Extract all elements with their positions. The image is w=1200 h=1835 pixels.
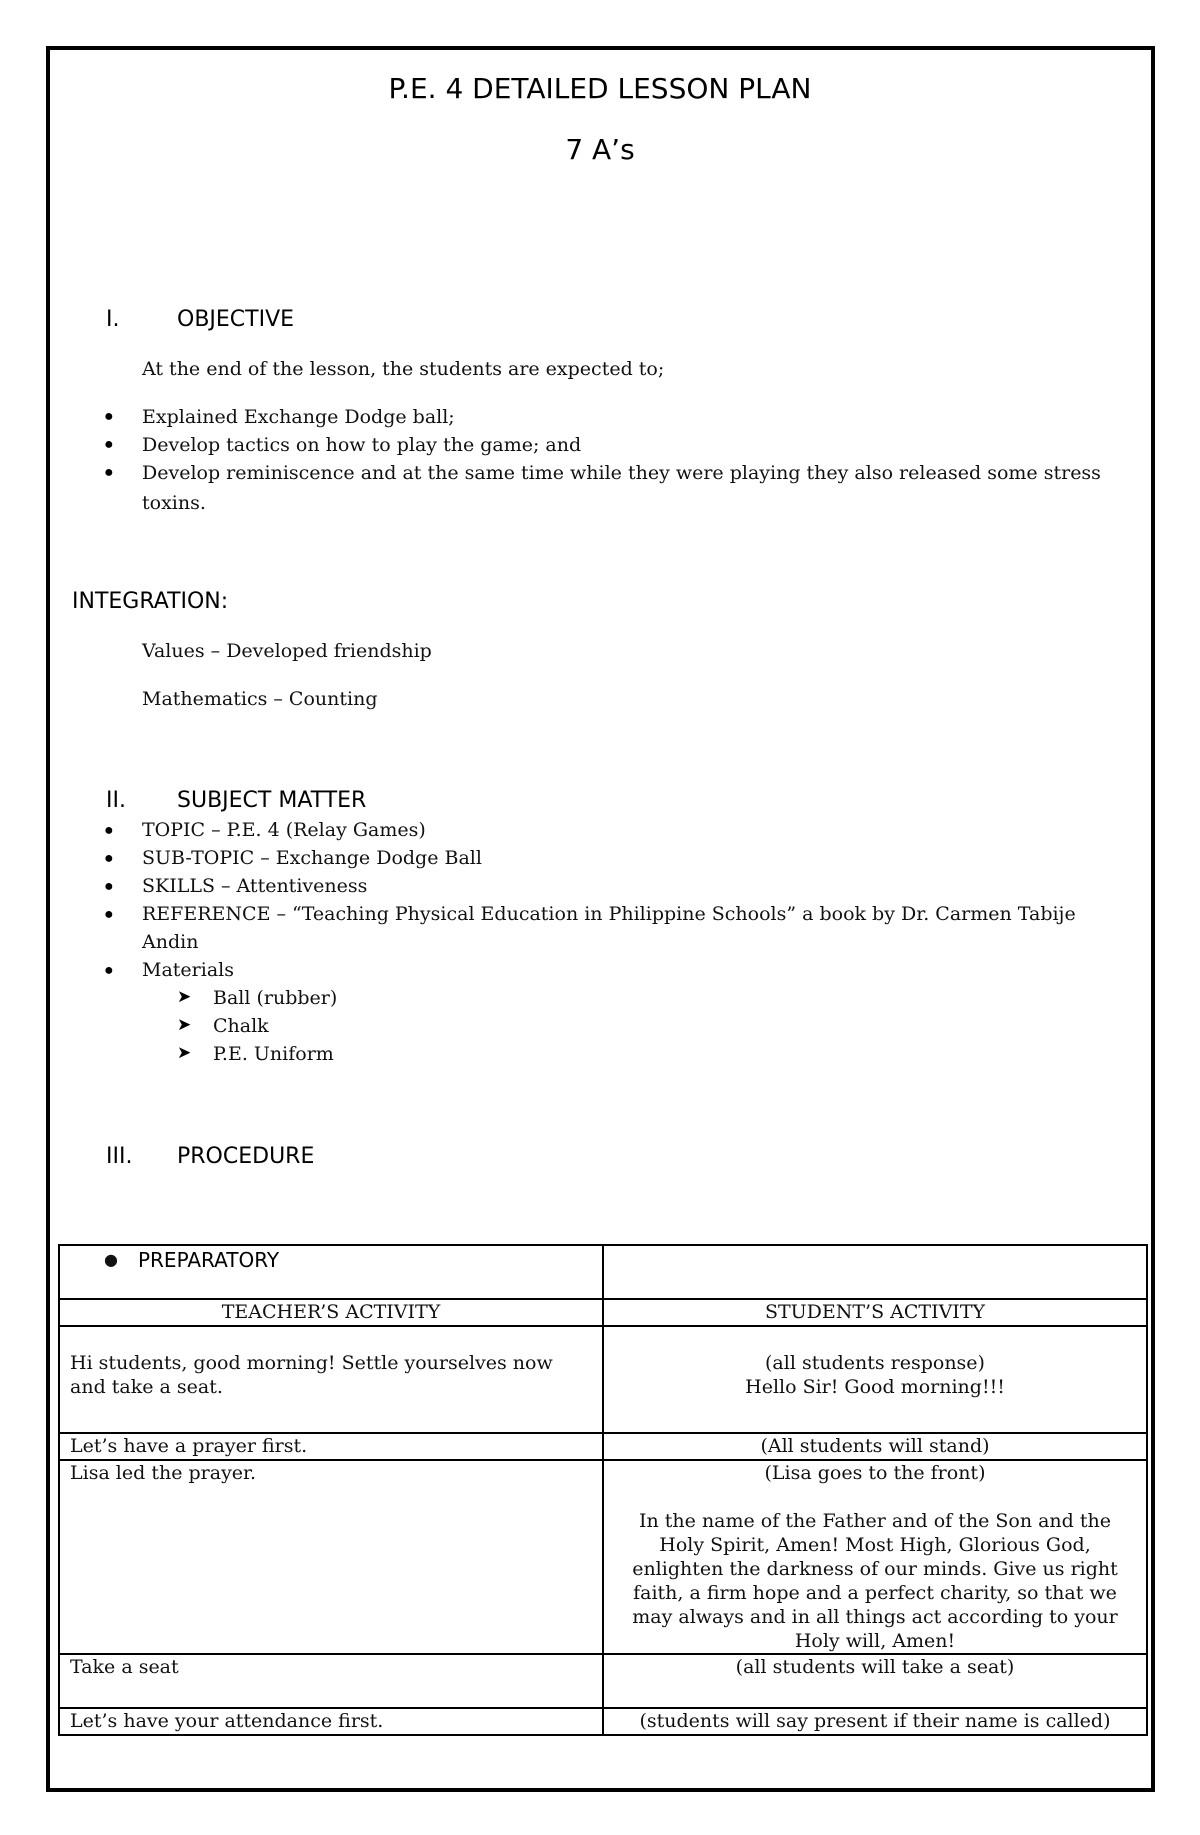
teacher-cell: Hi students, good morning! Settle yourselves now and take a seat. xyxy=(59,1326,603,1433)
bullet-icon: ● xyxy=(104,878,114,895)
preparatory-label: PREPARATORY xyxy=(137,1248,280,1272)
bullet-icon: ● xyxy=(104,822,114,839)
teacher-cell: Lisa led the prayer. xyxy=(59,1460,603,1654)
procedure-numeral: III. xyxy=(106,1144,133,1169)
subject-matter-heading: SUBJECT MATTER xyxy=(177,788,367,813)
arrow-bullet-icon: ➤ xyxy=(177,1015,192,1034)
column-header-teacher: TEACHER’S ACTIVITY xyxy=(59,1299,603,1326)
subject-matter-item: REFERENCE – “Teaching Physical Education in Philippine Schools” a book by Dr. Carmen Tabije xyxy=(142,903,1076,925)
integration-heading: INTEGRATION: xyxy=(72,589,229,614)
student-cell xyxy=(603,1326,1147,1433)
subject-matter-item: SUB-TOPIC – Exchange Dodge Ball xyxy=(142,847,482,869)
objective-intro: At the end of the lesson, the students are expected to; xyxy=(142,358,665,380)
objective-item: Develop tactics on how to play the game; and xyxy=(142,434,582,456)
teacher-cell: Let’s have your attendance first. xyxy=(59,1708,603,1735)
preparatory-cell xyxy=(59,1245,603,1299)
student-line: (Lisa goes to the front) xyxy=(764,1462,986,1484)
integration-line: Values – Developed friendship xyxy=(142,640,432,662)
table-row xyxy=(59,1326,1147,1433)
procedure-heading: PROCEDURE xyxy=(177,1144,315,1169)
student-cell: (all students will take a seat) xyxy=(603,1654,1147,1708)
table-row xyxy=(59,1708,1147,1735)
bullet-icon: ● xyxy=(104,1250,118,1269)
bullet-icon: ● xyxy=(104,464,114,481)
page-subtitle: 7 A’s xyxy=(565,133,635,166)
bullet-icon: ● xyxy=(104,962,114,979)
material-item: Ball (rubber) xyxy=(213,987,338,1009)
page-title: P.E. 4 DETAILED LESSON PLAN xyxy=(388,72,812,105)
bullet-icon: ● xyxy=(104,436,114,453)
objective-heading: OBJECTIVE xyxy=(177,307,295,332)
material-item: Chalk xyxy=(213,1015,269,1037)
bullet-icon: ● xyxy=(104,906,114,923)
bullet-icon: ● xyxy=(104,408,114,425)
student-line: (all students response) xyxy=(765,1352,985,1374)
teacher-cell: Let’s have a prayer first. xyxy=(59,1433,603,1460)
student-line: Hello Sir! Good morning!!! xyxy=(745,1376,1005,1398)
teacher-cell: Take a seat xyxy=(59,1654,603,1708)
student-cell: (All students will stand) xyxy=(603,1433,1147,1460)
table-row xyxy=(59,1460,1147,1654)
subject-matter-item: Materials xyxy=(142,959,234,981)
subject-matter-item: SKILLS – Attentiveness xyxy=(142,875,368,897)
integration-line: Mathematics – Counting xyxy=(142,688,378,710)
procedure-table xyxy=(58,1244,1148,1736)
material-item: P.E. Uniform xyxy=(213,1043,334,1065)
objective-item-continued: toxins. xyxy=(142,492,206,514)
subject-matter-item-continued: Andin xyxy=(142,931,199,953)
objective-item: Explained Exchange Dodge ball; xyxy=(142,406,455,428)
subject-matter-numeral: II. xyxy=(106,788,126,813)
arrow-bullet-icon: ➤ xyxy=(177,987,192,1006)
student-cell: (students will say present if their name is called) xyxy=(603,1708,1147,1735)
table-header-row xyxy=(59,1299,1147,1326)
objective-numeral: I. xyxy=(106,307,120,332)
subject-matter-item: TOPIC – P.E. 4 (Relay Games) xyxy=(142,819,426,841)
table-row xyxy=(59,1433,1147,1460)
table-row xyxy=(59,1245,1147,1299)
objective-item: Develop reminiscence and at the same time while they were playing they also released some stress xyxy=(142,462,1101,484)
bullet-icon: ● xyxy=(104,850,114,867)
column-header-student: STUDENT’S ACTIVITY xyxy=(603,1299,1147,1326)
empty-cell xyxy=(603,1245,1147,1299)
prayer-text: In the name of the Father and of the Son and the Holy Spirit, Amen! Most High, Glorious God, enlighten the darkness of our minds. Give us right faith, a firm hope and a perfect charity, so that we may always and in all things act according to your Holy will, Amen! xyxy=(632,1510,1118,1652)
student-cell xyxy=(603,1460,1147,1654)
arrow-bullet-icon: ➤ xyxy=(177,1043,192,1062)
table-row xyxy=(59,1654,1147,1708)
